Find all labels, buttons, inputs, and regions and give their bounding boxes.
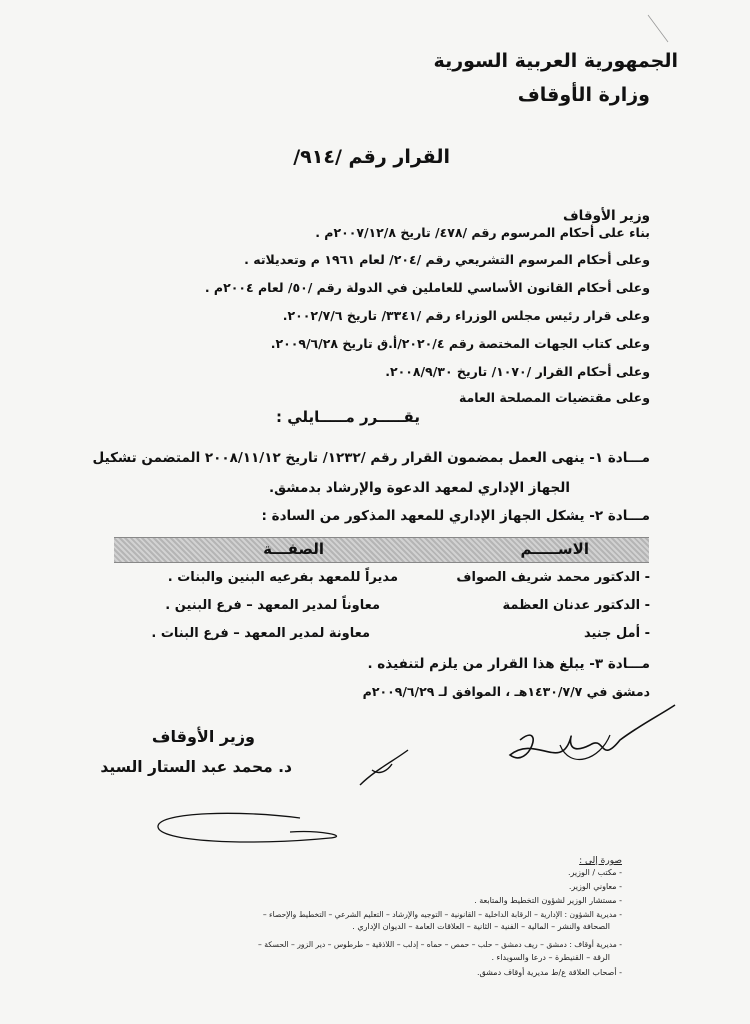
article-3: مـــادة ٣- يبلغ هذا القرار من يلزم لتنفيذه . [367,656,650,672]
preamble-line-2: وعلى أحكام المرسوم التشريعي رقم /٢٠٤/ لعام ١٩٦١ م وتعديلاته . [244,252,650,267]
copies-item-4: - مديرية الشؤون : الإدارية – الرقابة الداخلية – القانونية – التوجيه والإرشاد – التعليم الشرعي – التخطيط والإحصاء – [262,910,622,919]
table-row-3-name: - أمل جنيد [583,626,650,641]
table-row-1-name: - الدكتور محمد شريف الصواف [456,570,650,585]
copies-item-2: - معاوني الوزير. [568,882,622,891]
republic-header: الجمهورية العربية السورية [433,50,678,72]
copies-item-5: - مديرية أوقاف : دمشق – ريف دمشق – حلب – حمص – حماه – إدلب – اللاذقية – طرطوس – دير الزور – الحسكة – [258,940,622,949]
table-row-2-title: معاوناً لمدير المعهد – فرع البنين . [165,598,380,613]
preamble-line-3: وعلى أحكام القانون الأساسي للعاملين في الدولة رقم /٥٠/ لعام ٢٠٠٤م . [204,280,650,295]
preamble-line-7: وعلى مقتضيات المصلحة العامة [458,390,650,405]
preamble-line-5: وعلى كتاب الجهات المختصة رقم ٢٠٢٠/٤/أ.ق تاريخ ٢٠٠٩/٦/٢٨. [270,336,650,351]
issuer: وزير الأوقاف [563,208,650,224]
date-line: دمشق في ١٤٣٠/٧/٧هـ ، الموافق لـ ٢٠٠٩/٦/٢٩م [362,684,650,699]
ministry-header: وزارة الأوقاف [517,84,650,106]
preamble-line-4: وعلى قرار رئيس مجلس الوزراء رقم /٣٣٤١/ تاريخ ٢٠٠٢/٧/٦. [282,308,650,323]
preamble-line-6: وعلى أحكام القرار /١٠٧٠/ تاريخ ٢٠٠٨/٩/٣٠. [385,364,650,379]
column-header-name: الاســـــم [520,540,589,558]
copies-item-6: - أصحاب العلاقة ع/ط مديرية أوقاف دمشق. [476,968,622,977]
article-1-line-2: الجهاز الإداري لمعهد الدعوة والإرشاد بدمشق. [268,480,570,496]
column-header-title: الصفـــة [263,540,324,558]
article-1-line-1: مـــادة ١- ينهى العمل بمضمون القرار رقم /١٢٣٢/ تاريخ ٢٠٠٨/١١/١٢ المتضمن تشكيل [92,450,650,466]
signature-name: د. محمد عبد الستار السيد [100,758,292,776]
copies-item-1: - مكتب / الوزير. [567,868,622,877]
article-2: مـــادة ٢- يشكل الجهاز الإداري للمعهد المذكور من السادة : [261,508,650,524]
copies-item-5-continued: الرقة – القنيطرة – درعا والسويداء . [491,953,610,962]
copies-item-3: - مستشار الوزير لشؤون التخطيط والمتابعة . [474,896,622,905]
resolves-heading: يقـــــرر مـــــايلي : [276,408,420,426]
copies-title: صورة إلى : [579,856,622,866]
copies-item-4-continued: الصحافة والنشر – المالية – الفنية – الثانية – العلاقات العامة – الديوان الإداري . [352,922,610,931]
signature-role: وزير الأوقاف [151,727,255,746]
decision-title: القرار رقم /٩١٤/ [293,146,450,168]
table-row-1-title: مديراً للمعهد بفرعيه البنين والبنات . [167,570,398,585]
table-row-3-title: معاونة لمدير المعهد – فرع البنات . [151,626,370,641]
preamble-line-1: بناء على أحكام المرسوم رقم /٤٧٨/ تاريخ ٢٠٠٧/١٢/٨م . [315,225,650,240]
table-row-2-name: - الدكتور عدنان العظمة [502,598,650,613]
